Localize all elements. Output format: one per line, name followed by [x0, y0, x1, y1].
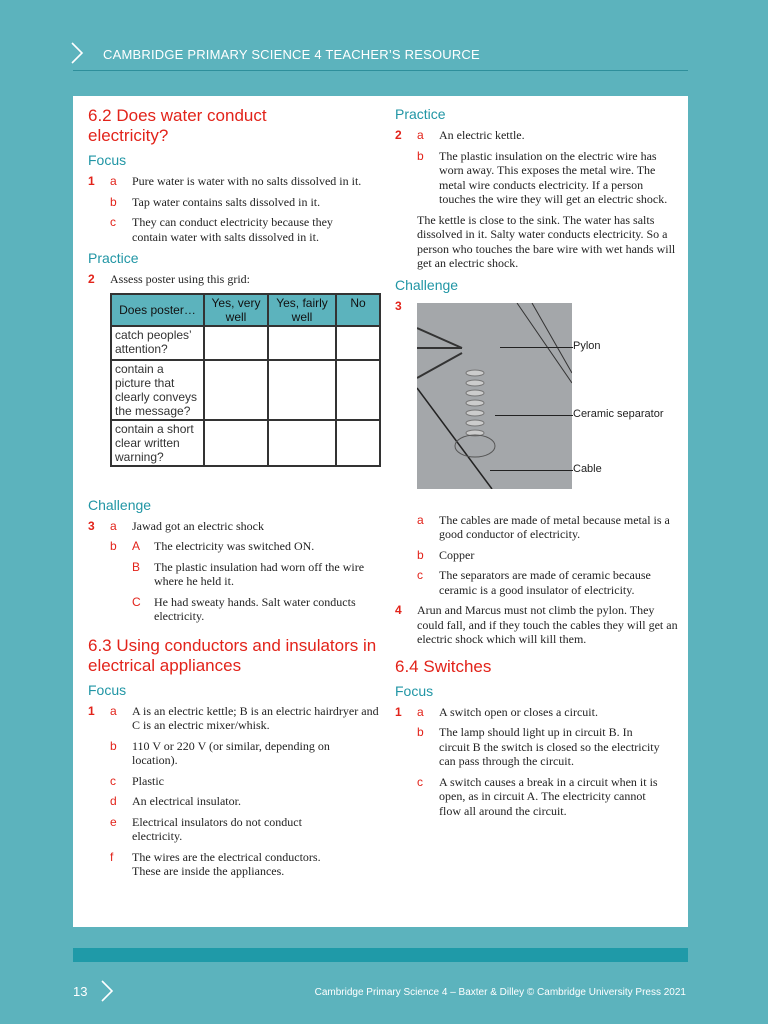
item-text: Electrical insulators do not conduct electricity.	[132, 814, 302, 843]
item-letter: a	[110, 518, 117, 533]
section-title-6-4: 6.4 Switches	[395, 656, 492, 676]
challenge-heading: Challenge	[88, 496, 152, 513]
focus-heading: Focus	[395, 682, 434, 699]
list-item	[395, 513, 680, 542]
list-item	[88, 774, 388, 789]
list-item	[395, 128, 680, 143]
question-number: 4	[395, 603, 402, 617]
list-item	[395, 548, 680, 563]
list-item	[395, 149, 680, 207]
list-item	[88, 215, 388, 244]
section-title-6-2: 6.2 Does water conduct electricity?	[88, 106, 267, 145]
item-text: Tap water contains salts dissolved in it.	[132, 194, 321, 209]
item-letter: b	[110, 539, 117, 553]
item-letter: a	[417, 128, 424, 142]
next-page-chevron-icon[interactable]	[100, 980, 114, 1002]
list-item	[88, 815, 388, 844]
column-header: Does poster…	[111, 294, 204, 326]
item-letter: b	[110, 194, 117, 209]
item-letter: e	[110, 814, 117, 829]
list-item	[88, 539, 388, 554]
item-text: A is an electric kettle; B is an electric hairdryer and C is an electric mixer/whisk.	[132, 703, 379, 732]
question-number: 1	[395, 704, 402, 719]
footer-strip	[73, 948, 688, 962]
item-letter: c	[110, 215, 116, 229]
item-letter: a	[417, 704, 424, 719]
question-number: 2	[395, 128, 402, 142]
question-number: 2	[88, 272, 95, 286]
item-letter: C	[132, 594, 141, 609]
item-text: He had sweaty hands. Salt water conducts electricity.	[154, 594, 356, 623]
list-item	[395, 725, 680, 769]
list-item	[395, 705, 680, 720]
list-item	[88, 794, 388, 809]
list-item	[88, 850, 388, 879]
question-number: 3	[88, 518, 95, 533]
item-text: The wires are the electrical conductors. These are inside the appliances.	[132, 849, 321, 878]
chevron-right-icon	[70, 42, 84, 64]
item-text: Assess poster using this grid:	[110, 272, 251, 286]
item-text: A switch open or closes a circuit.	[439, 704, 598, 719]
item-letter: B	[132, 559, 141, 574]
item-letter: b	[417, 148, 424, 163]
list-item	[88, 174, 388, 189]
figure-label-pylon: Pylon	[573, 339, 601, 352]
item-letter: c	[417, 568, 423, 582]
table-cell: contain a short clear written warning?	[111, 420, 204, 466]
item-text: Pure water is water with no salts dissolved in it.	[132, 174, 362, 188]
item-text: Plastic	[132, 773, 164, 788]
list-item	[395, 603, 680, 647]
item-letter: A	[132, 539, 141, 553]
list-item	[88, 739, 388, 768]
section-title-6-3: 6.3 Using conductors and insulators in electrical appliances	[88, 635, 377, 675]
list-item	[88, 595, 388, 624]
item-text: The plastic insulation on the electric wire has worn away. This exposes the metal wire. The metal wire conducts electricity. If a person touches the wire they will get an electric shock.	[439, 148, 668, 206]
list-item	[88, 704, 388, 733]
header-divider	[73, 70, 688, 71]
figure-label-ceramic-separator: Ceramic separator	[573, 407, 664, 420]
page-content	[73, 96, 688, 927]
pylon-photo	[417, 303, 572, 489]
list-item	[88, 272, 388, 287]
challenge-heading: Challenge	[395, 276, 459, 293]
item-text: The lamp should light up in circuit B. In circuit B the switch is closed so the electricity can pass through the circuit.	[439, 725, 660, 768]
column-header: Yes, fairly well	[268, 294, 336, 326]
page-number: 13	[73, 984, 88, 999]
practice-heading: Practice	[395, 106, 446, 122]
question-number: 3	[395, 298, 402, 313]
item-letter: b	[110, 738, 117, 753]
item-text: An electric kettle.	[439, 128, 525, 142]
item-letter: b	[417, 547, 424, 562]
footer-credit: Cambridge Primary Science 4 – Baxter & Dilley © Cambridge University Press 2021	[314, 987, 686, 998]
table-row	[111, 326, 380, 360]
item-text: 110 V or 220 V (or similar, depending on location).	[132, 738, 330, 767]
item-text: Copper	[439, 547, 475, 562]
item-letter: d	[110, 794, 117, 808]
practice-heading: Practice	[88, 250, 139, 266]
table-row	[111, 360, 380, 420]
item-text: The cables are made of metal because metal is a good conductor of electricity.	[439, 512, 670, 541]
figure-label-cable: Cable	[573, 462, 602, 475]
item-text: An electrical insulator.	[132, 794, 241, 808]
column-header: No	[336, 294, 380, 326]
left-column	[88, 106, 388, 885]
header-title: CAMBRIDGE PRIMARY SCIENCE 4 TEACHER’S RESOURCE	[103, 47, 480, 62]
list-item	[395, 568, 680, 597]
focus-heading: Focus	[88, 152, 127, 168]
list-item	[395, 775, 680, 819]
item-letter: c	[417, 774, 423, 789]
question-number: 1	[88, 174, 95, 188]
table-cell: contain a picture that clearly conveys the message?	[111, 360, 204, 420]
list-item	[88, 195, 388, 210]
question-number: 1	[88, 703, 95, 718]
assessment-grid	[110, 293, 381, 467]
item-letter: b	[417, 725, 424, 739]
item-text: Arun and Marcus must not climb the pylon. They could fall, and if they touch the cables they will get an electric shock which will kill them.	[417, 603, 678, 646]
focus-heading: Focus	[88, 681, 127, 698]
item-letter: a	[110, 174, 117, 188]
right-column	[395, 106, 680, 824]
item-text: They can conduct electricity because they contain water with salts dissolved in it.	[132, 215, 333, 244]
pylon-figure	[395, 299, 680, 499]
item-letter: a	[110, 703, 117, 718]
item-text: The electricity was switched ON.	[154, 539, 315, 553]
item-text: A switch causes a break in a circuit when it is open, as in circuit A. The electricity cannot flow all around the circuit.	[439, 774, 658, 818]
list-item	[88, 519, 388, 534]
list-item	[88, 560, 388, 589]
item-text: The separators are made of ceramic because ceramic is a good insulator of electricity.	[439, 568, 651, 597]
item-letter: f	[110, 849, 114, 864]
column-header: Yes, very well	[204, 294, 268, 326]
item-letter: c	[110, 773, 116, 788]
item-letter: a	[417, 512, 424, 527]
table-cell: catch peoples’ attention?	[111, 326, 204, 360]
item-text: Jawad got an electric shock	[132, 518, 264, 533]
paragraph: The kettle is close to the sink. The water has salts dissolved in it. Salty water conducts electricity. So a person who touches the bare wire with wet hands will get an electric shock.	[417, 212, 676, 270]
item-text: The plastic insulation had worn off the wire where he held it.	[154, 559, 365, 588]
table-row	[111, 420, 380, 466]
